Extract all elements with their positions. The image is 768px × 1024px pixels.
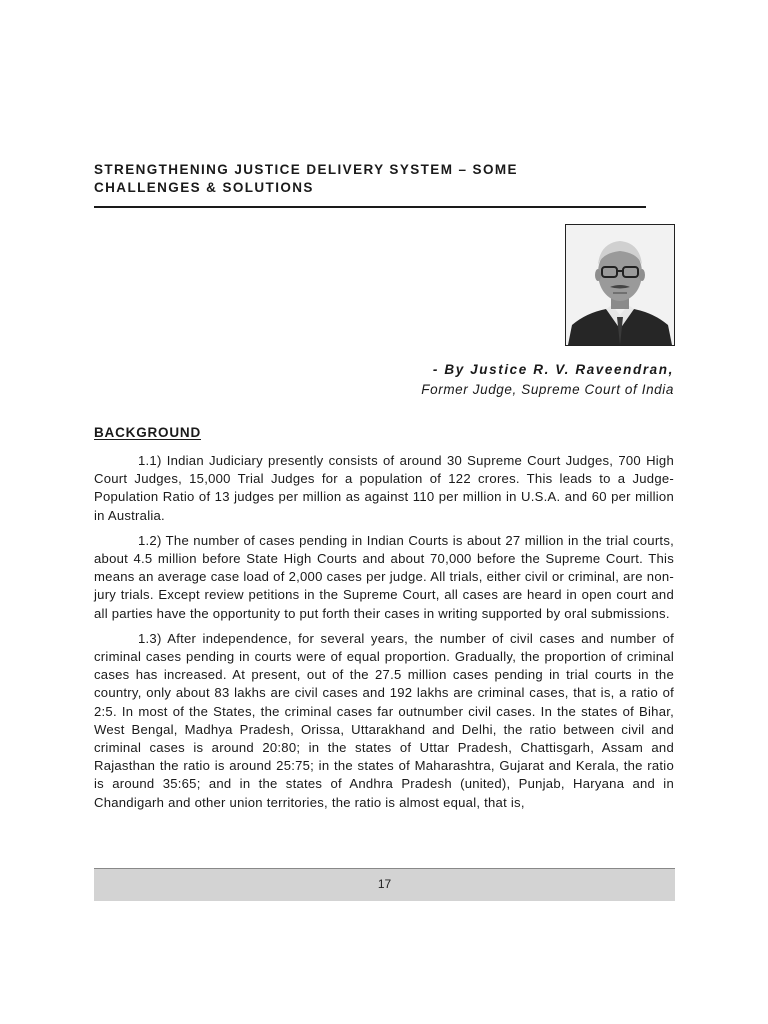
author-portrait [565,224,675,346]
body-text [94,452,674,819]
paragraph-1-1: 1.1) Indian Judiciary presently consists of around 30 Supreme Court Judges, 700 High Court Judges, 15,000 Trial Judges for a population of 122 crores. This leads to a Judge-Population Ratio of 13 judges per million as against 110 per million in U.S.A. and 60 per million in Australia. [94,453,674,523]
author-name: - By Justice R. V. Raveendran, [432,362,674,377]
title-line-1: STRENGTHENING JUSTICE DELIVERY SYSTEM – SOME [94,162,518,177]
page-title [94,161,554,197]
portrait-illustration [566,225,674,345]
page-number: 17 [377,877,392,891]
title-line-2: CHALLENGES & SOLUTIONS [94,180,314,195]
byline [421,360,674,400]
paragraph-1-3: 1.3) After independence, for several years, the number of civil cases and number of criminal cases pending in courts were of equal proportion. Gradually, the proportion of criminal cases has increased. At present, out of the 27.5 million cases pending in trial courts in the country, only about 83 lakhs are civil cases and 192 lakhs are criminal cases, that is, a ratio of 2:5. In most of the States, the criminal cases far outnumber civil cases. In the states of Bihar, West Bengal, Madhya Pradesh, Orissa, Uttarakhand and Delhi, the ratio between civil and criminal cases is around 20:80; in the states of Uttar Pradesh, Chattisgarh, Assam and Rajasthan the ratio is around 25:75; in the states of Maharashtra, Gujarat and Kerala, the ratio is around 35:65; and in the states of Andhra Pradesh (united), Punjab, Haryana and in Chandigarh and other union territories, the ratio is almost equal, that is, [94,630,674,810]
title-divider [94,206,646,208]
paragraph-1-2: 1.2) The number of cases pending in Indian Courts is about 27 million in the trial courts, about 4.5 million before State High Courts and about 70,000 before the Supreme Court. This means an average case load of 2,000 cases per judge. All trials, either civil or criminal, are non-jury trials. Except review petitions in the Supreme Court, all cases are heard in open court and all parties have the opportunity to put forth their cases in writing supported by oral submissions. [94,532,674,621]
page-footer [94,868,675,901]
section-heading: BACKGROUND [94,425,201,440]
author-designation: Former Judge, Supreme Court of India [421,382,674,397]
